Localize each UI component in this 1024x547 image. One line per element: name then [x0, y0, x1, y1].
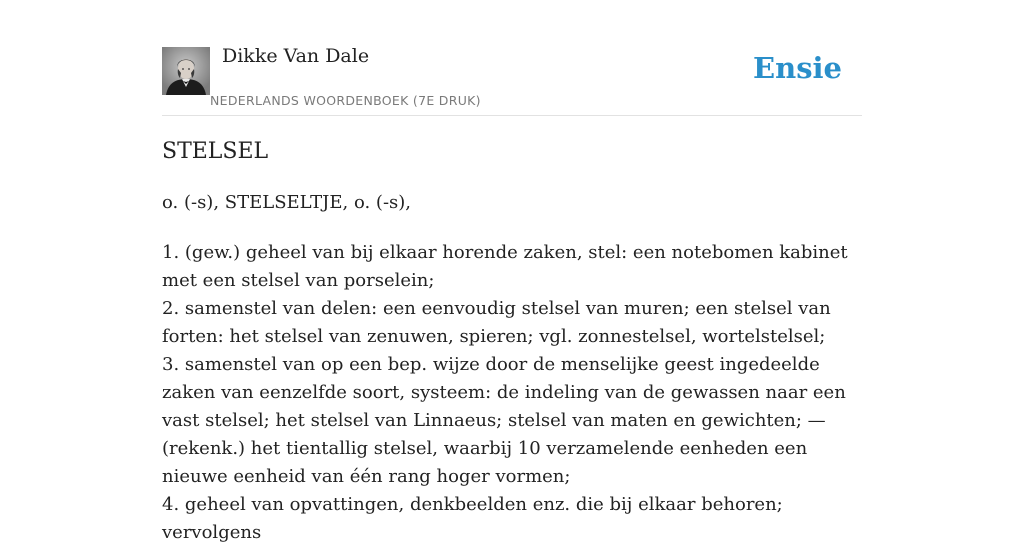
author-name[interactable]: Dikke Van Dale — [222, 45, 370, 67]
definition-item: 1. (gew.) geheel van bij elkaar horende zaken, stel: een notebomen kabinet met een stelsel van porselein; — [162, 242, 848, 291]
source-subtitle[interactable]: NEDERLANDS WOORDENBOEK (7E DRUK) — [210, 93, 481, 108]
definition-item: 2. samenstel van delen: een eenvoudig stelsel van muren; een stelsel van forten: het stelsel van zenuwen, spieren; vgl. zonnestelsel, wortelstelsel; — [162, 298, 831, 347]
grammar-info: o. (-s), STELSELTJE, o. (-s), — [162, 192, 412, 213]
header — [162, 0, 862, 116]
definition-item: 4. geheel van opvattingen, denkbeelden enz. die bij elkaar behoren; vervolgens — [162, 494, 783, 543]
portrait-icon — [162, 47, 210, 95]
definition-list — [162, 239, 866, 547]
definition-item: 3. samenstel van op een bep. wijze door de menselijke geest ingedeelde zaken van eenzelfde soort, systeem: de indeling van de gewassen naar een vast stelsel; het stelsel van Linnaeus; stelsel van maten en gewichten; — (rekenk.) het tientallig stelsel, waarbij 10 verzamelende eenheden een nieuwe eenheid van één rang hoger vormen; — [162, 354, 846, 487]
brand-logo-link[interactable]: Ensie — [753, 51, 842, 85]
author-avatar — [162, 47, 210, 95]
entry-title: STELSEL — [162, 139, 269, 164]
